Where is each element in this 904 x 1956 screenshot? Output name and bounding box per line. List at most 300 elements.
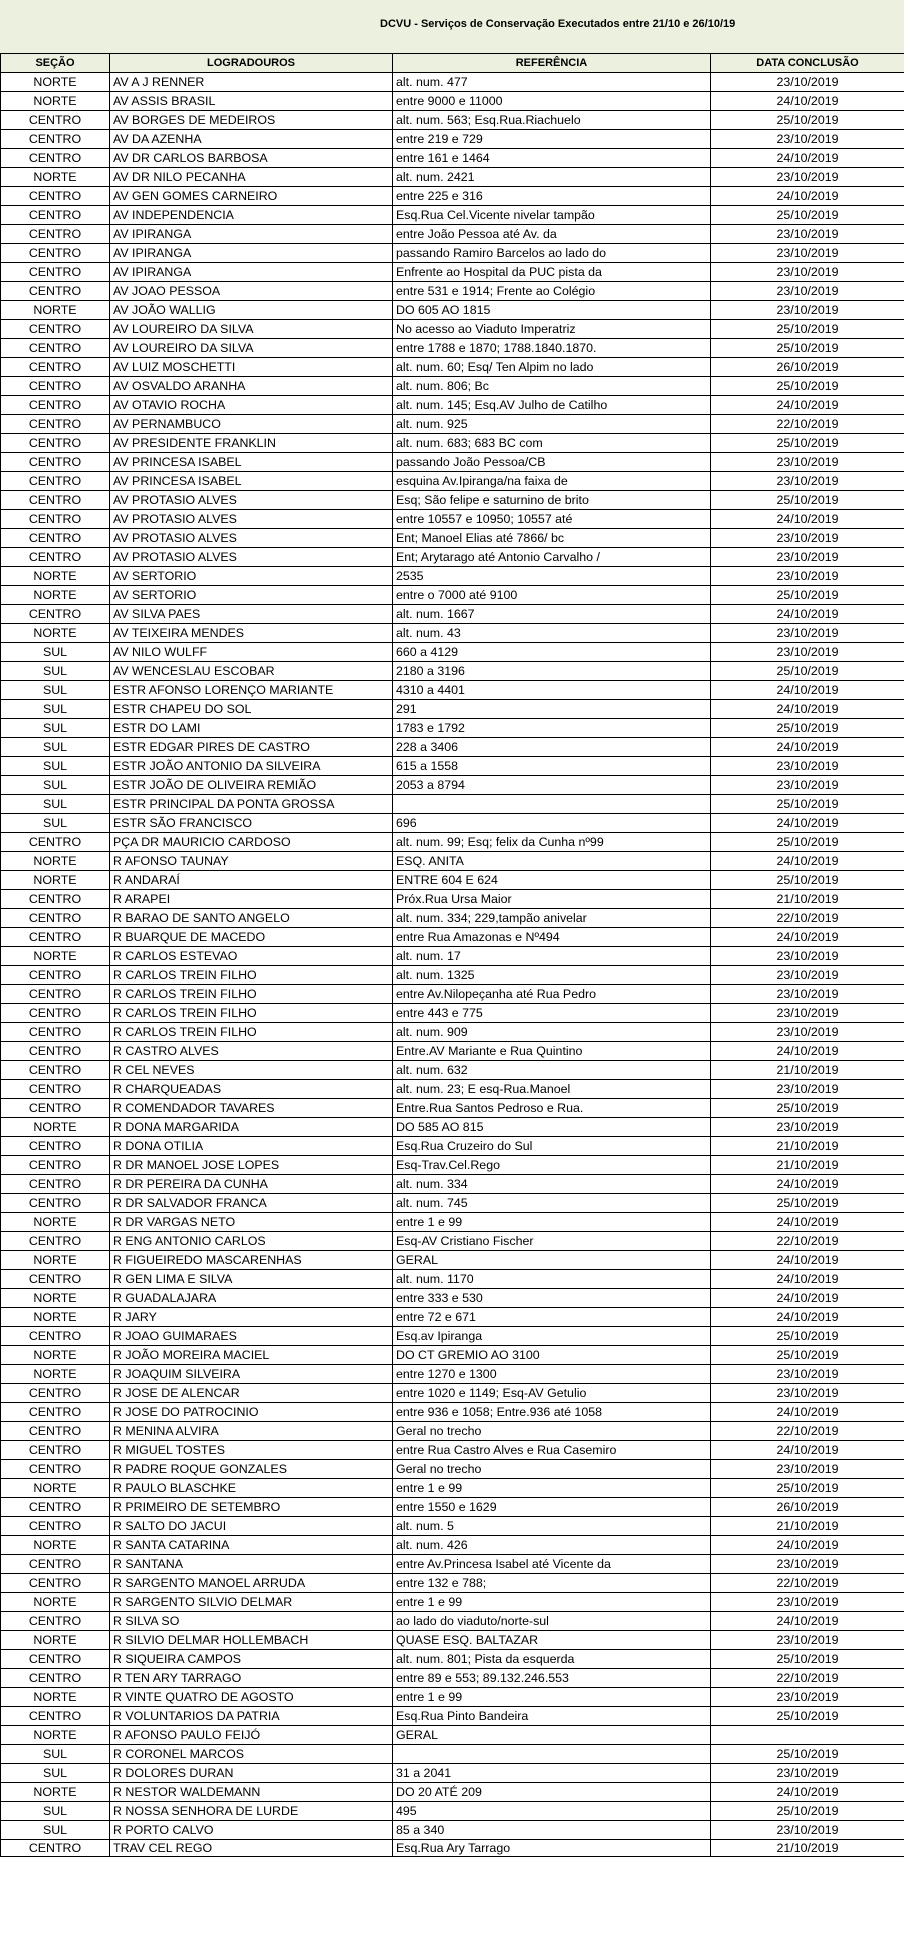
logradouro-cell[interactable]: R NESTOR WALDEMANN bbox=[110, 1783, 393, 1802]
referencia-cell[interactable]: 2535 bbox=[393, 567, 711, 586]
logradouro-cell[interactable]: R SIQUEIRA CAMPOS bbox=[110, 1650, 393, 1669]
data-conclusao-cell[interactable]: 21/10/2019 bbox=[711, 890, 904, 909]
referencia-cell[interactable]: DO 585 AO 815 bbox=[393, 1118, 711, 1137]
logradouro-cell[interactable]: AV PRESIDENTE FRANKLIN bbox=[110, 434, 393, 453]
logradouro-cell[interactable]: R DONA MARGARIDA bbox=[110, 1118, 393, 1137]
data-conclusao-cell[interactable]: 24/10/2019 bbox=[711, 605, 904, 624]
secao-cell[interactable]: CENTRO bbox=[1, 1422, 110, 1441]
referencia-cell[interactable]: alt. num. 745 bbox=[393, 1194, 711, 1213]
secao-cell[interactable]: CENTRO bbox=[1, 1232, 110, 1251]
referencia-cell[interactable]: alt. num. 426 bbox=[393, 1536, 711, 1555]
referencia-cell[interactable]: alt. num. 632 bbox=[393, 1061, 711, 1080]
logradouro-cell[interactable]: R DR MANOEL JOSE LOPES bbox=[110, 1156, 393, 1175]
referencia-cell[interactable]: 2180 a 3196 bbox=[393, 662, 711, 681]
data-conclusao-cell[interactable]: 25/10/2019 bbox=[711, 1346, 904, 1365]
referencia-cell[interactable]: alt. num. 145; Esq.AV Julho de Catilho bbox=[393, 396, 711, 415]
secao-cell[interactable]: CENTRO bbox=[1, 1384, 110, 1403]
secao-cell[interactable]: CENTRO bbox=[1, 130, 110, 149]
secao-cell[interactable]: SUL bbox=[1, 1745, 110, 1764]
secao-cell[interactable]: CENTRO bbox=[1, 111, 110, 130]
data-conclusao-cell[interactable]: 23/10/2019 bbox=[711, 225, 904, 244]
referencia-cell[interactable]: entre 219 e 729 bbox=[393, 130, 711, 149]
data-conclusao-cell[interactable]: 23/10/2019 bbox=[711, 947, 904, 966]
data-conclusao-cell[interactable]: 23/10/2019 bbox=[711, 643, 904, 662]
referencia-cell[interactable]: Esq; São felipe e saturnino de brito bbox=[393, 491, 711, 510]
secao-cell[interactable]: CENTRO bbox=[1, 605, 110, 624]
data-conclusao-cell[interactable]: 25/10/2019 bbox=[711, 377, 904, 396]
data-conclusao-cell[interactable]: 24/10/2019 bbox=[711, 1251, 904, 1270]
secao-cell[interactable]: CENTRO bbox=[1, 491, 110, 510]
referencia-cell[interactable]: 291 bbox=[393, 700, 711, 719]
secao-cell[interactable]: CENTRO bbox=[1, 833, 110, 852]
data-conclusao-cell[interactable]: 25/10/2019 bbox=[711, 339, 904, 358]
data-conclusao-cell[interactable]: 23/10/2019 bbox=[711, 548, 904, 567]
referencia-cell[interactable]: entre 132 e 788; bbox=[393, 1574, 711, 1593]
data-conclusao-cell[interactable]: 25/10/2019 bbox=[711, 206, 904, 225]
secao-cell[interactable]: CENTRO bbox=[1, 320, 110, 339]
secao-cell[interactable]: CENTRO bbox=[1, 149, 110, 168]
referencia-cell[interactable]: entre 443 e 775 bbox=[393, 1004, 711, 1023]
referencia-cell[interactable]: Esq.Rua Cel.Vicente nivelar tampão bbox=[393, 206, 711, 225]
referencia-cell[interactable]: entre 1 e 99 bbox=[393, 1593, 711, 1612]
logradouro-cell[interactable]: R CARLOS TREIN FILHO bbox=[110, 966, 393, 985]
logradouro-cell[interactable]: R VOLUNTARIOS DA PATRIA bbox=[110, 1707, 393, 1726]
logradouro-cell[interactable]: AV PROTASIO ALVES bbox=[110, 491, 393, 510]
secao-cell[interactable]: CENTRO bbox=[1, 510, 110, 529]
secao-cell[interactable]: CENTRO bbox=[1, 1707, 110, 1726]
referencia-cell[interactable]: Esq-AV Cristiano Fischer bbox=[393, 1232, 711, 1251]
logradouro-cell[interactable]: R SILVA SO bbox=[110, 1612, 393, 1631]
data-conclusao-cell[interactable]: 23/10/2019 bbox=[711, 1384, 904, 1403]
referencia-cell[interactable]: Esq-Trav.Cel.Rego bbox=[393, 1156, 711, 1175]
data-conclusao-cell[interactable]: 23/10/2019 bbox=[711, 1460, 904, 1479]
logradouro-cell[interactable]: R JOAO GUIMARAES bbox=[110, 1327, 393, 1346]
data-conclusao-cell[interactable]: 23/10/2019 bbox=[711, 301, 904, 320]
secao-cell[interactable]: CENTRO bbox=[1, 909, 110, 928]
data-conclusao-cell[interactable]: 23/10/2019 bbox=[711, 130, 904, 149]
data-conclusao-cell[interactable]: 23/10/2019 bbox=[711, 1555, 904, 1574]
logradouro-cell[interactable]: ESTR AFONSO LORENÇO MARIANTE bbox=[110, 681, 393, 700]
secao-cell[interactable]: NORTE bbox=[1, 1251, 110, 1270]
logradouro-cell[interactable]: R GUADALAJARA bbox=[110, 1289, 393, 1308]
secao-cell[interactable]: CENTRO bbox=[1, 890, 110, 909]
referencia-cell[interactable]: alt. num. 334 bbox=[393, 1175, 711, 1194]
secao-cell[interactable]: CENTRO bbox=[1, 1004, 110, 1023]
data-conclusao-cell[interactable]: 24/10/2019 bbox=[711, 1783, 904, 1802]
referencia-cell[interactable]: entre Av.Princesa Isabel até Vicente da bbox=[393, 1555, 711, 1574]
secao-cell[interactable]: CENTRO bbox=[1, 1403, 110, 1422]
data-conclusao-cell[interactable]: 23/10/2019 bbox=[711, 1688, 904, 1707]
data-conclusao-cell[interactable]: 24/10/2019 bbox=[711, 1308, 904, 1327]
logradouro-cell[interactable]: ESTR SÃO FRANCISCO bbox=[110, 814, 393, 833]
secao-cell[interactable]: CENTRO bbox=[1, 1669, 110, 1688]
logradouro-cell[interactable]: R JOÃO MOREIRA MACIEL bbox=[110, 1346, 393, 1365]
logradouro-cell[interactable]: R CHARQUEADAS bbox=[110, 1080, 393, 1099]
data-conclusao-cell[interactable]: 24/10/2019 bbox=[711, 852, 904, 871]
referencia-cell[interactable]: 4310 a 4401 bbox=[393, 681, 711, 700]
data-conclusao-cell[interactable]: 24/10/2019 bbox=[711, 1042, 904, 1061]
referencia-cell[interactable]: DO 605 AO 1815 bbox=[393, 301, 711, 320]
logradouro-cell[interactable]: AV A J RENNER bbox=[110, 73, 393, 92]
secao-cell[interactable]: CENTRO bbox=[1, 225, 110, 244]
secao-cell[interactable]: NORTE bbox=[1, 1289, 110, 1308]
data-conclusao-cell[interactable]: 24/10/2019 bbox=[711, 1441, 904, 1460]
referencia-cell[interactable]: entre 1 e 99 bbox=[393, 1479, 711, 1498]
secao-cell[interactable]: CENTRO bbox=[1, 1194, 110, 1213]
data-conclusao-cell[interactable]: 25/10/2019 bbox=[711, 1650, 904, 1669]
secao-cell[interactable]: NORTE bbox=[1, 567, 110, 586]
data-conclusao-cell[interactable]: 23/10/2019 bbox=[711, 168, 904, 187]
logradouro-cell[interactable]: AV SERTORIO bbox=[110, 586, 393, 605]
referencia-cell[interactable]: passando João Pessoa/CB bbox=[393, 453, 711, 472]
logradouro-cell[interactable]: AV INDEPENDENCIA bbox=[110, 206, 393, 225]
referencia-cell[interactable]: alt. num. 806; Bc bbox=[393, 377, 711, 396]
data-conclusao-cell[interactable]: 24/10/2019 bbox=[711, 681, 904, 700]
referencia-cell[interactable]: entre 1020 e 1149; Esq-AV Getulio bbox=[393, 1384, 711, 1403]
logradouro-cell[interactable]: R SILVIO DELMAR HOLLEMBACH bbox=[110, 1631, 393, 1650]
data-conclusao-cell[interactable]: 23/10/2019 bbox=[711, 776, 904, 795]
secao-cell[interactable]: CENTRO bbox=[1, 453, 110, 472]
data-conclusao-cell[interactable]: 24/10/2019 bbox=[711, 92, 904, 111]
data-conclusao-cell[interactable]: 24/10/2019 bbox=[711, 396, 904, 415]
data-conclusao-cell[interactable]: 24/10/2019 bbox=[711, 1213, 904, 1232]
data-conclusao-cell[interactable]: 24/10/2019 bbox=[711, 149, 904, 168]
logradouro-cell[interactable]: AV PROTASIO ALVES bbox=[110, 510, 393, 529]
secao-cell[interactable]: CENTRO bbox=[1, 1460, 110, 1479]
referencia-cell[interactable]: alt. num. 2421 bbox=[393, 168, 711, 187]
data-conclusao-cell[interactable]: 24/10/2019 bbox=[711, 1536, 904, 1555]
data-conclusao-cell[interactable]: 23/10/2019 bbox=[711, 1821, 904, 1840]
referencia-cell[interactable]: Esq.Rua Pinto Bandeira bbox=[393, 1707, 711, 1726]
referencia-cell[interactable]: ESQ. ANITA bbox=[393, 852, 711, 871]
logradouro-cell[interactable]: R JARY bbox=[110, 1308, 393, 1327]
data-conclusao-cell[interactable]: 23/10/2019 bbox=[711, 453, 904, 472]
secao-cell[interactable]: CENTRO bbox=[1, 529, 110, 548]
logradouro-cell[interactable]: ESTR CHAPEU DO SOL bbox=[110, 700, 393, 719]
column-header-secao[interactable]: SEÇÃO bbox=[1, 54, 110, 73]
data-conclusao-cell[interactable]: 22/10/2019 bbox=[711, 1574, 904, 1593]
referencia-cell[interactable]: DO CT GREMIO AO 3100 bbox=[393, 1346, 711, 1365]
secao-cell[interactable]: CENTRO bbox=[1, 1498, 110, 1517]
data-conclusao-cell[interactable]: 23/10/2019 bbox=[711, 1631, 904, 1650]
logradouro-cell[interactable]: PÇA DR MAURICIO CARDOSO bbox=[110, 833, 393, 852]
logradouro-cell[interactable]: R PORTO CALVO bbox=[110, 1821, 393, 1840]
referencia-cell[interactable]: entre 10557 e 10950; 10557 até bbox=[393, 510, 711, 529]
logradouro-cell[interactable]: AV BORGES DE MEDEIROS bbox=[110, 111, 393, 130]
column-header-referencia[interactable]: REFERÊNCIA bbox=[393, 54, 711, 73]
secao-cell[interactable]: CENTRO bbox=[1, 1023, 110, 1042]
data-conclusao-cell[interactable]: 24/10/2019 bbox=[711, 1175, 904, 1194]
referencia-cell[interactable]: 31 a 2041 bbox=[393, 1764, 711, 1783]
secao-cell[interactable]: CENTRO bbox=[1, 1099, 110, 1118]
referencia-cell[interactable]: ao lado do viaduto/norte-sul bbox=[393, 1612, 711, 1631]
secao-cell[interactable]: NORTE bbox=[1, 586, 110, 605]
logradouro-cell[interactable]: AV IPIRANGA bbox=[110, 225, 393, 244]
secao-cell[interactable]: NORTE bbox=[1, 1536, 110, 1555]
logradouro-cell[interactable]: R SANTA CATARINA bbox=[110, 1536, 393, 1555]
referencia-cell[interactable]: passando Ramiro Barcelos ao lado do bbox=[393, 244, 711, 263]
secao-cell[interactable]: SUL bbox=[1, 719, 110, 738]
secao-cell[interactable]: CENTRO bbox=[1, 1137, 110, 1156]
data-conclusao-cell[interactable]: 22/10/2019 bbox=[711, 415, 904, 434]
logradouro-cell[interactable]: AV ASSIS BRASIL bbox=[110, 92, 393, 111]
secao-cell[interactable]: NORTE bbox=[1, 1726, 110, 1745]
secao-cell[interactable]: SUL bbox=[1, 776, 110, 795]
referencia-cell[interactable]: 228 a 3406 bbox=[393, 738, 711, 757]
referencia-cell[interactable]: entre 936 e 1058; Entre.936 até 1058 bbox=[393, 1403, 711, 1422]
secao-cell[interactable]: SUL bbox=[1, 1802, 110, 1821]
data-conclusao-cell[interactable]: 24/10/2019 bbox=[711, 738, 904, 757]
secao-cell[interactable]: NORTE bbox=[1, 852, 110, 871]
logradouro-cell[interactable]: AV PROTASIO ALVES bbox=[110, 548, 393, 567]
secao-cell[interactable]: NORTE bbox=[1, 1688, 110, 1707]
logradouro-cell[interactable]: R AFONSO TAUNAY bbox=[110, 852, 393, 871]
data-conclusao-cell[interactable]: 25/10/2019 bbox=[711, 1194, 904, 1213]
data-conclusao-cell[interactable]: 24/10/2019 bbox=[711, 1289, 904, 1308]
secao-cell[interactable]: NORTE bbox=[1, 1631, 110, 1650]
data-conclusao-cell[interactable]: 22/10/2019 bbox=[711, 909, 904, 928]
logradouro-cell[interactable]: R ARAPEI bbox=[110, 890, 393, 909]
data-conclusao-cell[interactable]: 25/10/2019 bbox=[711, 1802, 904, 1821]
referencia-cell[interactable]: entre Rua Castro Alves e Rua Casemiro bbox=[393, 1441, 711, 1460]
secao-cell[interactable]: NORTE bbox=[1, 1118, 110, 1137]
data-conclusao-cell[interactable]: 23/10/2019 bbox=[711, 529, 904, 548]
logradouro-cell[interactable]: AV TEIXEIRA MENDES bbox=[110, 624, 393, 643]
referencia-cell[interactable]: 615 a 1558 bbox=[393, 757, 711, 776]
secao-cell[interactable]: CENTRO bbox=[1, 1555, 110, 1574]
data-conclusao-cell[interactable]: 25/10/2019 bbox=[711, 434, 904, 453]
secao-cell[interactable]: CENTRO bbox=[1, 377, 110, 396]
referencia-cell[interactable]: alt. num. 43 bbox=[393, 624, 711, 643]
referencia-cell[interactable]: entre 72 e 671 bbox=[393, 1308, 711, 1327]
secao-cell[interactable]: CENTRO bbox=[1, 1061, 110, 1080]
secao-cell[interactable]: SUL bbox=[1, 1764, 110, 1783]
secao-cell[interactable]: CENTRO bbox=[1, 1175, 110, 1194]
logradouro-cell[interactable]: R SANTANA bbox=[110, 1555, 393, 1574]
data-conclusao-cell[interactable]: 25/10/2019 bbox=[711, 586, 904, 605]
column-header-data-conclusao[interactable]: DATA CONCLUSÃO bbox=[711, 54, 904, 73]
secao-cell[interactable]: CENTRO bbox=[1, 1042, 110, 1061]
logradouro-cell[interactable]: R GEN LIMA E SILVA bbox=[110, 1270, 393, 1289]
logradouro-cell[interactable]: AV OSVALDO ARANHA bbox=[110, 377, 393, 396]
secao-cell[interactable]: CENTRO bbox=[1, 396, 110, 415]
logradouro-cell[interactable]: R DOLORES DURAN bbox=[110, 1764, 393, 1783]
data-conclusao-cell[interactable]: 23/10/2019 bbox=[711, 1080, 904, 1099]
data-conclusao-cell[interactable]: 21/10/2019 bbox=[711, 1137, 904, 1156]
secao-cell[interactable]: SUL bbox=[1, 795, 110, 814]
logradouro-cell[interactable]: AV NILO WULFF bbox=[110, 643, 393, 662]
referencia-cell[interactable]: entre 333 e 530 bbox=[393, 1289, 711, 1308]
secao-cell[interactable]: NORTE bbox=[1, 1479, 110, 1498]
referencia-cell[interactable]: GERAL bbox=[393, 1726, 711, 1745]
logradouro-cell[interactable]: R MENINA ALVIRA bbox=[110, 1422, 393, 1441]
data-conclusao-cell[interactable]: 25/10/2019 bbox=[711, 795, 904, 814]
secao-cell[interactable]: SUL bbox=[1, 757, 110, 776]
logradouro-cell[interactable]: AV DR NILO PECANHA bbox=[110, 168, 393, 187]
referencia-cell[interactable]: alt. num. 801; Pista da esquerda bbox=[393, 1650, 711, 1669]
logradouro-cell[interactable]: R PAULO BLASCHKE bbox=[110, 1479, 393, 1498]
secao-cell[interactable]: NORTE bbox=[1, 624, 110, 643]
secao-cell[interactable]: CENTRO bbox=[1, 263, 110, 282]
data-conclusao-cell[interactable]: 25/10/2019 bbox=[711, 1099, 904, 1118]
data-conclusao-cell[interactable]: 25/10/2019 bbox=[711, 719, 904, 738]
data-conclusao-cell[interactable]: 24/10/2019 bbox=[711, 1403, 904, 1422]
referencia-cell[interactable]: 696 bbox=[393, 814, 711, 833]
referencia-cell[interactable]: entre João Pessoa até Av. da bbox=[393, 225, 711, 244]
data-conclusao-cell[interactable]: 25/10/2019 bbox=[711, 662, 904, 681]
data-conclusao-cell[interactable]: 22/10/2019 bbox=[711, 1232, 904, 1251]
referencia-cell[interactable]: alt. num. 925 bbox=[393, 415, 711, 434]
logradouro-cell[interactable]: R BUARQUE DE MACEDO bbox=[110, 928, 393, 947]
secao-cell[interactable]: CENTRO bbox=[1, 1612, 110, 1631]
referencia-cell[interactable]: alt. num. 1325 bbox=[393, 966, 711, 985]
logradouro-cell[interactable]: R CARLOS TREIN FILHO bbox=[110, 1004, 393, 1023]
data-conclusao-cell[interactable]: 22/10/2019 bbox=[711, 1422, 904, 1441]
logradouro-cell[interactable]: AV DR CARLOS BARBOSA bbox=[110, 149, 393, 168]
referencia-cell[interactable]: entre 225 e 316 bbox=[393, 187, 711, 206]
logradouro-cell[interactable]: R JOSE DE ALENCAR bbox=[110, 1384, 393, 1403]
data-conclusao-cell[interactable]: 25/10/2019 bbox=[711, 871, 904, 890]
logradouro-cell[interactable]: AV PERNAMBUCO bbox=[110, 415, 393, 434]
data-conclusao-cell[interactable]: 24/10/2019 bbox=[711, 510, 904, 529]
referencia-cell[interactable]: 660 a 4129 bbox=[393, 643, 711, 662]
logradouro-cell[interactable]: R CARLOS ESTEVAO bbox=[110, 947, 393, 966]
data-conclusao-cell[interactable]: 24/10/2019 bbox=[711, 700, 904, 719]
data-conclusao-cell[interactable]: 23/10/2019 bbox=[711, 73, 904, 92]
referencia-cell[interactable]: Esq.av Ipiranga bbox=[393, 1327, 711, 1346]
data-conclusao-cell[interactable]: 23/10/2019 bbox=[711, 1118, 904, 1137]
logradouro-cell[interactable]: AV PROTASIO ALVES bbox=[110, 529, 393, 548]
logradouro-cell[interactable]: R AFONSO PAULO FEIJÓ bbox=[110, 1726, 393, 1745]
logradouro-cell[interactable]: R DONA OTILIA bbox=[110, 1137, 393, 1156]
secao-cell[interactable]: SUL bbox=[1, 662, 110, 681]
secao-cell[interactable]: NORTE bbox=[1, 168, 110, 187]
data-conclusao-cell[interactable]: 25/10/2019 bbox=[711, 1707, 904, 1726]
secao-cell[interactable]: NORTE bbox=[1, 1593, 110, 1612]
data-conclusao-cell[interactable]: 25/10/2019 bbox=[711, 111, 904, 130]
data-conclusao-cell[interactable]: 21/10/2019 bbox=[711, 1517, 904, 1536]
referencia-cell[interactable]: alt. num. 17 bbox=[393, 947, 711, 966]
logradouro-cell[interactable]: AV JOAO PESSOA bbox=[110, 282, 393, 301]
logradouro-cell[interactable]: R CARLOS TREIN FILHO bbox=[110, 1023, 393, 1042]
secao-cell[interactable]: CENTRO bbox=[1, 1080, 110, 1099]
data-conclusao-cell[interactable]: 26/10/2019 bbox=[711, 358, 904, 377]
data-conclusao-cell[interactable]: 25/10/2019 bbox=[711, 491, 904, 510]
logradouro-cell[interactable]: AV IPIRANGA bbox=[110, 244, 393, 263]
referencia-cell[interactable]: entre 1550 e 1629 bbox=[393, 1498, 711, 1517]
data-conclusao-cell[interactable]: 25/10/2019 bbox=[711, 1479, 904, 1498]
data-conclusao-cell[interactable]: 23/10/2019 bbox=[711, 567, 904, 586]
data-conclusao-cell[interactable]: 21/10/2019 bbox=[711, 1061, 904, 1080]
referencia-cell[interactable]: Entre.Rua Santos Pedroso e Rua. bbox=[393, 1099, 711, 1118]
referencia-cell[interactable]: entre 1270 e 1300 bbox=[393, 1365, 711, 1384]
referencia-cell[interactable]: entre 161 e 1464 bbox=[393, 149, 711, 168]
logradouro-cell[interactable]: AV JOÃO WALLIG bbox=[110, 301, 393, 320]
logradouro-cell[interactable]: ESTR PRINCIPAL DA PONTA GROSSA bbox=[110, 795, 393, 814]
referencia-cell[interactable]: alt. num. 334; 229,tampão anivelar bbox=[393, 909, 711, 928]
referencia-cell[interactable]: alt. num. 477 bbox=[393, 73, 711, 92]
logradouro-cell[interactable]: R BARAO DE SANTO ANGELO bbox=[110, 909, 393, 928]
secao-cell[interactable]: CENTRO bbox=[1, 1441, 110, 1460]
referencia-cell[interactable]: entre 1788 e 1870; 1788.1840.1870. bbox=[393, 339, 711, 358]
secao-cell[interactable]: CENTRO bbox=[1, 1327, 110, 1346]
referencia-cell[interactable]: Próx.Rua Ursa Maior bbox=[393, 890, 711, 909]
secao-cell[interactable]: CENTRO bbox=[1, 187, 110, 206]
referencia-cell[interactable]: entre 9000 e 11000 bbox=[393, 92, 711, 111]
logradouro-cell[interactable]: R CARLOS TREIN FILHO bbox=[110, 985, 393, 1004]
referencia-cell[interactable]: 495 bbox=[393, 1802, 711, 1821]
secao-cell[interactable]: CENTRO bbox=[1, 1650, 110, 1669]
secao-cell[interactable]: CENTRO bbox=[1, 244, 110, 263]
logradouro-cell[interactable]: R ENG ANTONIO CARLOS bbox=[110, 1232, 393, 1251]
logradouro-cell[interactable]: R SALTO DO JACUI bbox=[110, 1517, 393, 1536]
referencia-cell[interactable]: alt. num. 60; Esq/ Ten Alpim no lado bbox=[393, 358, 711, 377]
logradouro-cell[interactable]: R PRIMEIRO DE SETEMBRO bbox=[110, 1498, 393, 1517]
data-conclusao-cell[interactable] bbox=[711, 1726, 904, 1745]
secao-cell[interactable]: NORTE bbox=[1, 301, 110, 320]
logradouro-cell[interactable]: AV OTAVIO ROCHA bbox=[110, 396, 393, 415]
data-conclusao-cell[interactable]: 23/10/2019 bbox=[711, 985, 904, 1004]
logradouro-cell[interactable]: AV IPIRANGA bbox=[110, 263, 393, 282]
secao-cell[interactable]: CENTRO bbox=[1, 282, 110, 301]
secao-cell[interactable]: NORTE bbox=[1, 1783, 110, 1802]
logradouro-cell[interactable]: AV GEN GOMES CARNEIRO bbox=[110, 187, 393, 206]
referencia-cell[interactable]: Geral no trecho bbox=[393, 1422, 711, 1441]
data-conclusao-cell[interactable]: 23/10/2019 bbox=[711, 263, 904, 282]
logradouro-cell[interactable]: R JOAQUIM SILVEIRA bbox=[110, 1365, 393, 1384]
referencia-cell[interactable]: Entre.AV Mariante e Rua Quintino bbox=[393, 1042, 711, 1061]
data-conclusao-cell[interactable]: 25/10/2019 bbox=[711, 1327, 904, 1346]
referencia-cell[interactable]: entre 531 e 1914; Frente ao Colégio bbox=[393, 282, 711, 301]
logradouro-cell[interactable]: AV PRINCESA ISABEL bbox=[110, 453, 393, 472]
secao-cell[interactable]: NORTE bbox=[1, 1365, 110, 1384]
secao-cell[interactable]: NORTE bbox=[1, 92, 110, 111]
column-header-logradouros[interactable]: LOGRADOUROS bbox=[110, 54, 393, 73]
data-conclusao-cell[interactable]: 24/10/2019 bbox=[711, 187, 904, 206]
logradouro-cell[interactable]: R DR PEREIRA DA CUNHA bbox=[110, 1175, 393, 1194]
data-conclusao-cell[interactable]: 22/10/2019 bbox=[711, 1669, 904, 1688]
secao-cell[interactable]: NORTE bbox=[1, 871, 110, 890]
logradouro-cell[interactable]: AV LOUREIRO DA SILVA bbox=[110, 339, 393, 358]
referencia-cell[interactable] bbox=[393, 1745, 711, 1764]
referencia-cell[interactable]: No acesso ao Viaduto Imperatriz bbox=[393, 320, 711, 339]
secao-cell[interactable]: CENTRO bbox=[1, 1156, 110, 1175]
logradouro-cell[interactable]: R PADRE ROQUE GONZALES bbox=[110, 1460, 393, 1479]
logradouro-cell[interactable]: R DR VARGAS NETO bbox=[110, 1213, 393, 1232]
referencia-cell[interactable]: 2053 a 8794 bbox=[393, 776, 711, 795]
referencia-cell[interactable]: alt. num. 99; Esq; felix da Cunha nº99 bbox=[393, 833, 711, 852]
data-conclusao-cell[interactable]: 24/10/2019 bbox=[711, 928, 904, 947]
secao-cell[interactable]: NORTE bbox=[1, 73, 110, 92]
logradouro-cell[interactable]: R VINTE QUATRO DE AGOSTO bbox=[110, 1688, 393, 1707]
data-conclusao-cell[interactable]: 23/10/2019 bbox=[711, 1023, 904, 1042]
secao-cell[interactable]: CENTRO bbox=[1, 1517, 110, 1536]
data-conclusao-cell[interactable]: 24/10/2019 bbox=[711, 814, 904, 833]
referencia-cell[interactable]: entre Av.Nilopeçanha até Rua Pedro bbox=[393, 985, 711, 1004]
secao-cell[interactable]: NORTE bbox=[1, 947, 110, 966]
data-conclusao-cell[interactable]: 21/10/2019 bbox=[711, 1840, 904, 1857]
secao-cell[interactable]: NORTE bbox=[1, 1346, 110, 1365]
secao-cell[interactable]: CENTRO bbox=[1, 472, 110, 491]
referencia-cell[interactable]: alt. num. 5 bbox=[393, 1517, 711, 1536]
referencia-cell[interactable]: entre 1 e 99 bbox=[393, 1688, 711, 1707]
secao-cell[interactable]: CENTRO bbox=[1, 358, 110, 377]
logradouro-cell[interactable]: AV SERTORIO bbox=[110, 567, 393, 586]
logradouro-cell[interactable]: R COMENDADOR TAVARES bbox=[110, 1099, 393, 1118]
data-conclusao-cell[interactable]: 23/10/2019 bbox=[711, 1764, 904, 1783]
referencia-cell[interactable]: alt. num. 1170 bbox=[393, 1270, 711, 1289]
data-conclusao-cell[interactable]: 23/10/2019 bbox=[711, 1004, 904, 1023]
